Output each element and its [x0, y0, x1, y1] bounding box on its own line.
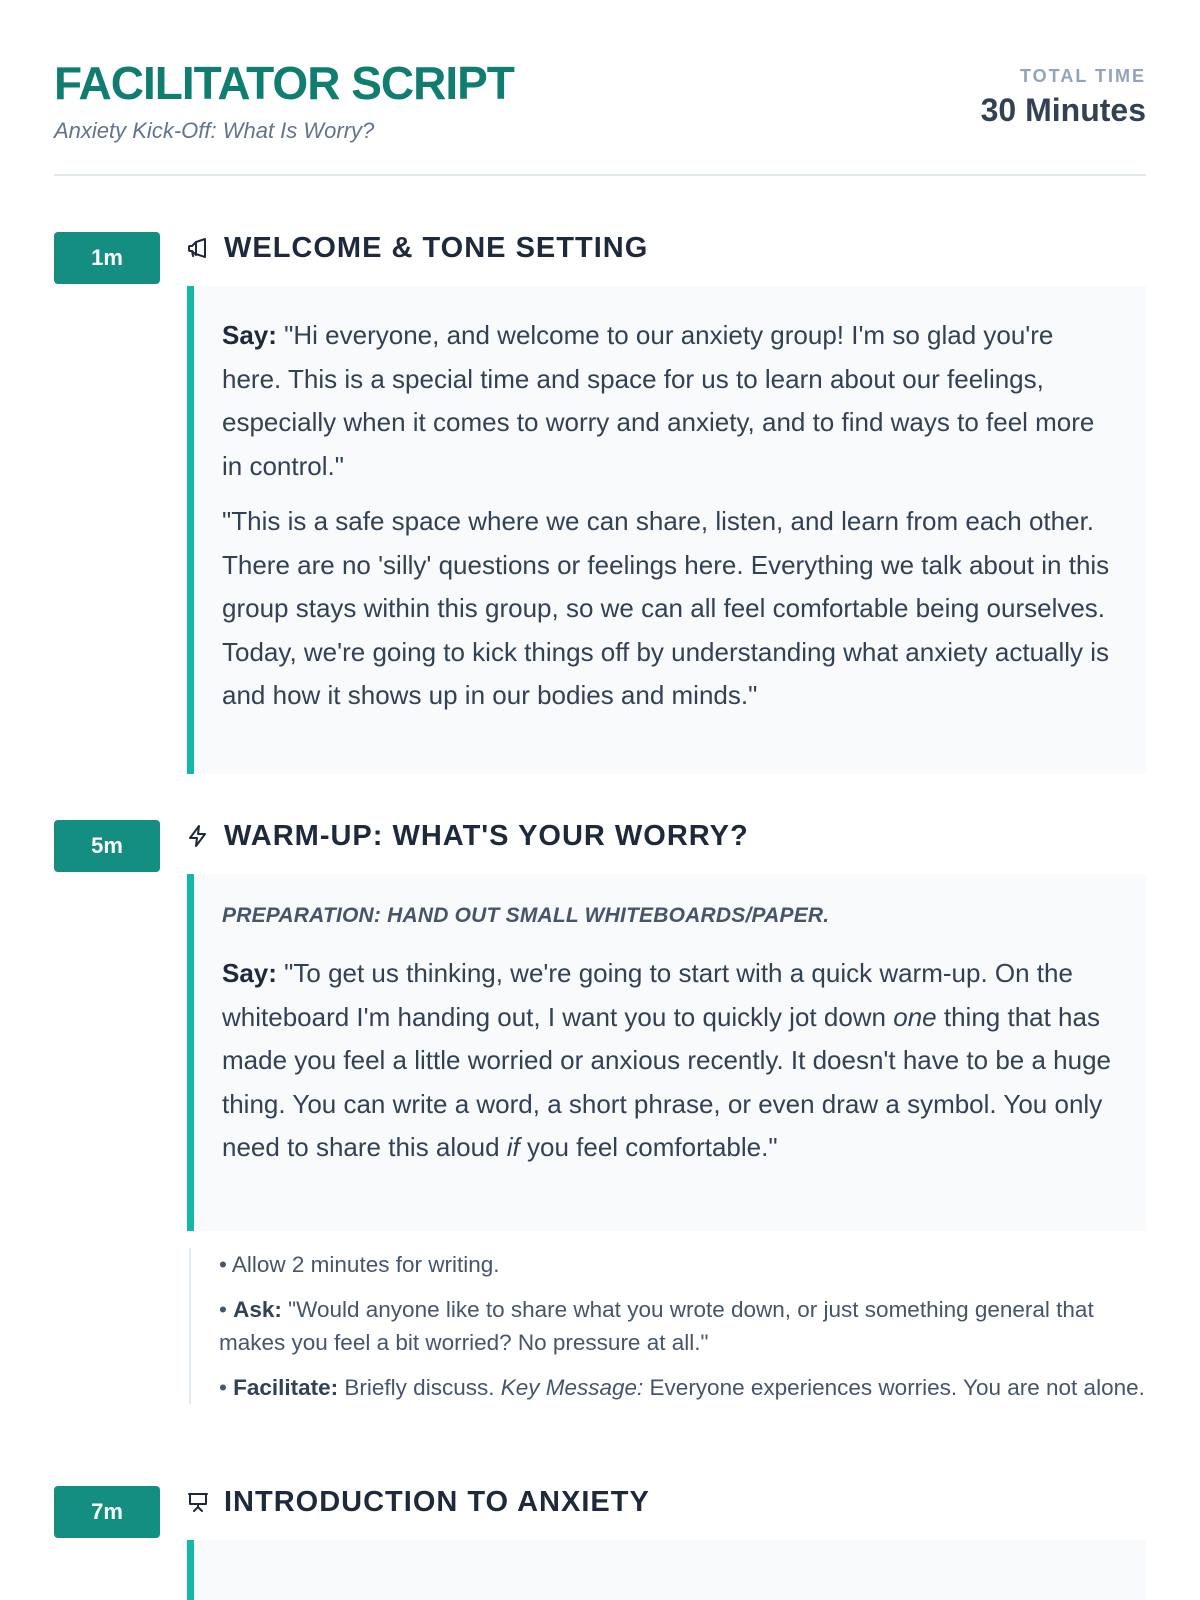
script-paragraph: "This is a safe space where we can share, listen, and learn from each other. There are no 'silly' questions or feelings here. Everything we talk about in this group stays within this group, so we can all feel comfortable being ourselves. Today, we're going to kick things off by understanding what anxiety actually is and how it shows up in our bodies and minds." — [222, 506, 1110, 710]
script-box — [187, 286, 1146, 774]
say-emphasis: if — [506, 1132, 520, 1162]
duration-badge: 5m — [54, 820, 160, 872]
section-header — [186, 820, 749, 852]
note-label: Facilitate: — [233, 1375, 339, 1400]
note-text: Everyone experiences worries. You are not alone. — [643, 1375, 1145, 1400]
note-text: Allow 2 minutes for writing. — [231, 1252, 500, 1277]
section-header — [186, 232, 648, 264]
section-title: WARM-UP: WHAT'S YOUR WORRY? — [224, 819, 749, 852]
note-text: "Would anyone like to share what you wrote down, or just something general that makes you feel a bit worried? No pressure at all." — [219, 1297, 1094, 1355]
duration-badge: 1m — [54, 232, 160, 284]
facilitator-notes — [189, 1248, 1146, 1404]
presentation-icon — [186, 1490, 210, 1514]
note-item: • Ask: "Would anyone like to share what you wrote down, or just something general that makes you feel a bit worried? No pressure at all." — [219, 1297, 1094, 1355]
note-item: • Facilitate: Briefly discuss. Key Message: Everyone experiences worries. You are not alone. — [219, 1375, 1145, 1400]
note-text: Briefly discuss. — [338, 1375, 501, 1400]
say-text: "Hi everyone, and welcome to our anxiety group! I'm so glad you're here. This is a special time and space for us to learn about our feelings, especially when it comes to worry and anxiety, and to find ways to feel more in control." — [222, 320, 1095, 481]
note-item: • Allow 2 minutes for writing. — [219, 1252, 500, 1277]
preparation-note: PREPARATION: HAND OUT SMALL WHITEBOARDS/PAPER. — [222, 904, 830, 927]
say-label: Say: — [222, 320, 277, 350]
say-label: Say: — [222, 958, 277, 988]
section-title: INTRODUCTION TO ANXIETY — [224, 1485, 650, 1518]
say-text: "To get us thinking, we're going to start with a quick warm-up. On the whiteboard I'm handing out, I want you to quickly jot down — [222, 958, 1073, 1032]
duration-badge: 7m — [54, 1486, 160, 1538]
say-text: you feel comfortable." — [519, 1132, 778, 1162]
megaphone-icon — [186, 236, 210, 260]
page-header — [54, 50, 1146, 176]
script-paragraph — [222, 314, 1118, 488]
page-subtitle: Anxiety Kick-Off: What Is Worry? — [54, 118, 375, 143]
script-paragraph — [222, 952, 1118, 1170]
total-time-label: TOTAL TIME — [1020, 66, 1146, 86]
note-label: Ask: — [233, 1297, 282, 1322]
section-header — [186, 1486, 650, 1518]
section-title: WELCOME & TONE SETTING — [224, 231, 649, 264]
say-emphasis: one — [893, 1001, 937, 1032]
say-text: thing that has made you feel a little worried or anxious recently. It doesn't have to be a huge thing. You can write a word, a short phrase, or even draw a symbol. You only need to share this aloud — [222, 1001, 1112, 1162]
lightning-icon — [186, 824, 210, 848]
script-box — [187, 874, 1146, 1231]
script-box — [187, 1540, 1146, 1600]
page-title: FACILITATOR SCRIPT — [54, 57, 514, 109]
total-time-value: 30 Minutes — [980, 92, 1146, 128]
note-emphasis: Key Message: — [500, 1375, 644, 1400]
